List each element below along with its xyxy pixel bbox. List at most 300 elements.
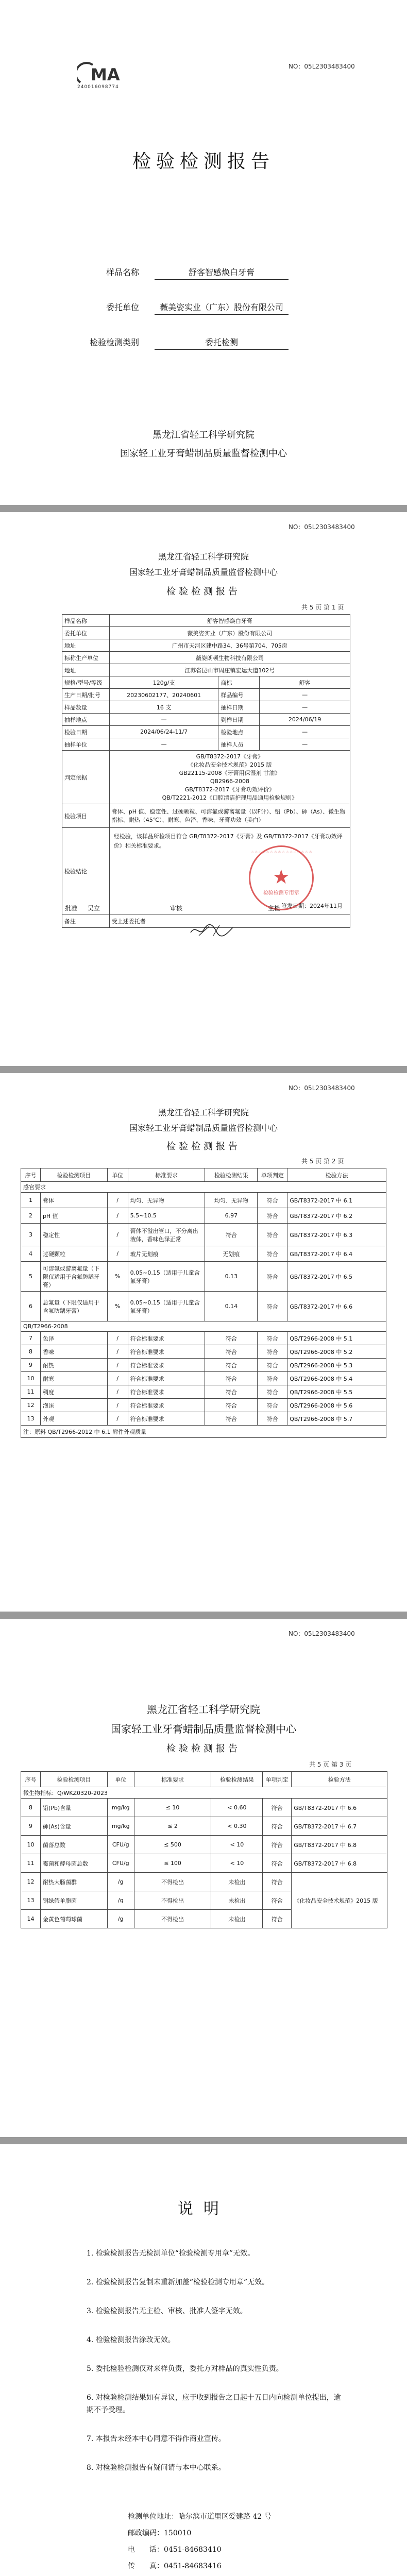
table-cell: 符合 [263, 1836, 292, 1854]
note-item: 3. 检验检测报告无主检、审核、批准人签字无效。 [87, 2307, 247, 2315]
note-item: 1. 检验检测报告无检测单位“检验检测专用章”无效。 [87, 2249, 255, 2258]
table-cell: 8 [21, 1799, 41, 1817]
table-cell: GB/T8372-2017 中 6.4 [287, 1246, 386, 1262]
table-cell: 薇美姿实业（广东）股份有限公司 [109, 627, 350, 639]
note-item: 5. 委托检验检测仅对来样负责，委托方对样品的真实性负责。 [87, 2365, 283, 2373]
cma-label: MA [91, 65, 120, 84]
table-cell: 商标 [218, 676, 260, 689]
table-cell: 薇姿朗顿生物科技有限公司 [109, 652, 350, 664]
table-cell: 受上述委托者 [109, 914, 350, 928]
table-cell: 膏体 [40, 1193, 107, 1208]
table-cell: 13 [21, 1891, 41, 1910]
table-cell: 备注 [62, 914, 110, 928]
table-row [21, 1854, 387, 1873]
table-row [21, 1426, 386, 1438]
table-cell: 13 [21, 1412, 41, 1426]
table-cell: / [107, 1208, 128, 1224]
table-cell: ≤ 2 [134, 1817, 211, 1836]
microbe-table [21, 1771, 387, 1928]
table-cell: < 10 [211, 1836, 263, 1854]
table-cell: ≤ 500 [134, 1836, 211, 1854]
table-cell: 委托单位 [62, 627, 110, 639]
table-cell: / [107, 1224, 128, 1246]
table-row [21, 1385, 386, 1399]
table-cell: 不得检出 [134, 1910, 211, 1928]
table-cell: QB/T2966-2008 中 5.1 [287, 1332, 386, 1345]
table-row [21, 1246, 386, 1262]
table-cell: 符合 [263, 1799, 292, 1817]
table-cell: 耐寒 [40, 1372, 107, 1385]
table-cell: < 0.30 [211, 1817, 263, 1836]
approver-name: 吴立 [88, 905, 100, 912]
table-cell: 符合 [205, 1359, 258, 1372]
table-cell: GB/T8372-2017 中 6.3 [287, 1224, 386, 1246]
column-header: 单位 [107, 1168, 128, 1182]
table-cell: 14 [21, 1910, 41, 1928]
table-cell: / [107, 1332, 128, 1345]
page-separator [0, 505, 407, 512]
stamp-text: 检验检测专用章 [263, 890, 299, 896]
table-header-row [21, 1772, 387, 1787]
table-cell: 不得检出 [134, 1873, 211, 1891]
table-cell: 符合标准要求 [128, 1359, 205, 1372]
table-cell: 12 [21, 1399, 41, 1412]
table-cell: 符合 [258, 1224, 287, 1246]
table-cell: 耐热大肠菌群 [40, 1873, 107, 1891]
table-cell: 均匀、无异物 [128, 1193, 205, 1208]
page-separator [0, 1066, 407, 1073]
table-cell: 耐热 [40, 1359, 107, 1372]
notes-title: 说明 [178, 2200, 229, 2218]
page-number: 共 5 页 第 1 页 [301, 604, 344, 611]
approver-label: 批准 [65, 905, 78, 912]
table-cell: 未检出 [211, 1891, 263, 1910]
header-title: 检验检测报告 [166, 1141, 241, 1152]
header-org-1: 黑龙江省轻工科学研究院 [158, 552, 249, 562]
table-cell: < 10 [211, 1854, 263, 1873]
table-cell: GB/T8372-2017 中 6.1 [287, 1193, 386, 1208]
contact-line: 电 话：0451-84683410 [128, 2546, 222, 2554]
report-serial: NO：05L2303483400 [289, 1084, 355, 1092]
table-cell: QB/T2966-2008 中 5.2 [287, 1345, 386, 1359]
table-row [21, 1345, 386, 1359]
table-row [21, 1399, 386, 1412]
column-header: 检验方法 [287, 1168, 386, 1182]
table-cell: 符合 [258, 1359, 287, 1372]
table-row [62, 652, 350, 664]
note-item: 6. 对检验检测结果如有异议，应于收到报告之日起十五日内向检测单位提出，逾期不予受理。 [87, 2394, 341, 2414]
report-page-3 [0, 1619, 407, 2137]
table-cell: 符合 [258, 1332, 287, 1345]
table-cell: 检验项目 [62, 804, 110, 828]
table-cell: 外观 [40, 1412, 107, 1426]
table-cell: 金黄色葡萄球菌 [40, 1910, 107, 1928]
cover-field-category [77, 334, 335, 349]
table-cell: 5.5~10.5 [128, 1208, 205, 1224]
table-row [62, 676, 350, 689]
page-separator [0, 1612, 407, 1619]
table-cell: / [107, 1359, 128, 1372]
table-cell: 符合 [258, 1193, 287, 1208]
table-cell: 香味 [40, 1345, 107, 1359]
table-row [62, 627, 350, 639]
table-row [21, 1262, 386, 1292]
field-label: 委托单位 [106, 302, 139, 312]
note-item: 2. 检验检测报告复制未重新加盖“检验检测专用章”无效。 [87, 2278, 269, 2286]
table-row [21, 1359, 386, 1372]
star-icon: ★ [272, 866, 290, 888]
table-cell: 符合标准要求 [128, 1412, 205, 1426]
field-value: 舒客智感焕白牙膏 [155, 266, 289, 280]
table-cell: / [107, 1193, 128, 1208]
section-row [21, 1787, 387, 1799]
table-row [21, 1292, 386, 1321]
table-row [62, 615, 350, 627]
table-cell: 0.14 [205, 1292, 258, 1321]
page-number: 共 5 页 第 3 页 [309, 1761, 352, 1768]
table-cell: QB/T2966-2008 中 5.7 [287, 1412, 386, 1426]
table-row [21, 1193, 386, 1208]
reviewer-label: 审核 [170, 905, 183, 912]
table-cell: 5 [21, 1262, 41, 1292]
table-cell: 0.13 [205, 1262, 258, 1292]
table-cell: 0.05~0.15（适用于儿童含氟牙膏） [128, 1292, 205, 1321]
table-cell: 可溶氟或游离氟量（下限仅适用于含氟防龋牙膏） [40, 1262, 107, 1292]
table-cell: 11 [21, 1854, 41, 1873]
table-cell: 16 支 [109, 701, 218, 714]
table-cell: QB/T2966-2008 中 5.3 [287, 1359, 386, 1372]
table-cell: 到样日期 [218, 714, 260, 726]
table-cell: 符合 [263, 1873, 292, 1891]
header-title: 检验检测报告 [166, 1743, 241, 1754]
table-cell: 霉菌和酵母菌总数 [40, 1854, 107, 1873]
table-cell: 样品名称 [62, 615, 110, 627]
contact-line: 邮政编码：150010 [128, 2529, 192, 2537]
report-info-table [62, 614, 350, 928]
table-cell: — [260, 689, 350, 701]
table-cell: 稳定性 [40, 1224, 107, 1246]
table-cell: 标称生产单位 [62, 652, 110, 664]
column-header: 检验检测结果 [211, 1772, 263, 1787]
field-value: 委托检测 [155, 336, 289, 350]
table-cell: 检验日期 [62, 726, 110, 738]
table-row [62, 639, 350, 652]
table-cell: 总氟量（下限仅适用于含氟防龋牙膏） [40, 1292, 107, 1321]
table-note: 注：原料 QB/T2966-2012 中 6.1 附件外观质量 [21, 1426, 386, 1438]
table-cell: 规格/型号/等级 [62, 676, 110, 689]
table-cell: /g [107, 1910, 134, 1928]
column-header: 单项判定 [258, 1168, 287, 1182]
table-row [21, 1224, 386, 1246]
table-cell: 符合 [258, 1345, 287, 1359]
table-cell: 抽样单位 [62, 738, 110, 751]
table-cell: 色泽 [40, 1332, 107, 1345]
table-cell: 符合 [263, 1854, 292, 1873]
cover-page [0, 0, 407, 505]
table-cell: CFU/g [107, 1836, 134, 1854]
table-cell: 样品编号 [218, 689, 260, 701]
table-row [21, 1412, 386, 1426]
table-cell: 地址 [62, 639, 110, 652]
cover-field-client [77, 299, 335, 314]
official-stamp [249, 845, 314, 910]
table-cell: 抽样地点 [62, 714, 110, 726]
table-cell: 6 [21, 1292, 41, 1321]
table-cell: 样品数量 [62, 701, 110, 714]
table-cell: / [107, 1412, 128, 1426]
table-cell: 12 [21, 1873, 41, 1891]
table-row [62, 664, 350, 676]
table-cell: — [109, 714, 218, 726]
note-item: 4. 检验检测报告涂改无效。 [87, 2336, 175, 2344]
table-cell: QB/T2966-2008 中 5.6 [287, 1399, 386, 1412]
section-label: QB/T2966-2008 [21, 1321, 386, 1332]
cover-title: 检验检测报告 [132, 151, 275, 172]
table-cell: 6.97 [205, 1208, 258, 1224]
table-cell: % [107, 1292, 128, 1321]
table-cell: 2024/06/24-11/7 [109, 726, 218, 738]
table-cell: 过硬颗粒 [40, 1246, 107, 1262]
table-cell: ≤ 10 [134, 1799, 211, 1817]
header-org-2: 国家轻工业牙膏蜡制品质量监督检测中心 [111, 1723, 296, 1735]
table-cell: GB/T8372-2017 中 6.7 [292, 1817, 387, 1836]
table-cell: — [260, 726, 350, 738]
column-header: 单位 [107, 1772, 134, 1787]
table-cell: 检验地点 [218, 726, 260, 738]
cover-org-2: 国家轻工业牙膏蜡制品质量监督检测中心 [120, 448, 287, 459]
table-cell: 符合 [258, 1412, 287, 1426]
table-cell: 符合 [205, 1399, 258, 1412]
table-cell: 铅(Pb)含量 [40, 1799, 107, 1817]
table-cell: / [107, 1345, 128, 1359]
table-cell: 9 [21, 1359, 41, 1372]
field-label: 样品名称 [106, 267, 139, 277]
table-cell: ≤ 100 [134, 1854, 211, 1873]
column-header: 检验检测项目 [40, 1772, 107, 1787]
table-cell: 铜绿假单胞菌 [40, 1891, 107, 1910]
sign-date: 签发日期：2024年11月 [281, 903, 343, 909]
table-cell: 舒客 [260, 676, 350, 689]
table-cell: 抽样人员 [218, 738, 260, 751]
table-cell: GB/T8372-2017 中 6.5 [287, 1262, 386, 1292]
header-title: 检验检测报告 [166, 586, 241, 597]
table-cell: 0.05~0.15（适用于儿童含氟牙膏） [128, 1262, 205, 1292]
reviewer-signature-icon [189, 920, 235, 941]
table-cell: 未检出 [211, 1910, 263, 1928]
table-cell: /g [107, 1873, 134, 1891]
table-cell: 江苏省昆山市周庄镇宏运大道102号 [109, 664, 350, 676]
table-cell: 8 [21, 1345, 41, 1359]
table-cell: 符合 [263, 1817, 292, 1836]
column-header: 序号 [21, 1168, 41, 1182]
cover-field-sample [77, 264, 335, 279]
column-header: 检验方法 [292, 1772, 387, 1787]
cover-org-1: 黑龙江省轻工科学研究院 [152, 430, 255, 440]
table-cell: 判定依据 [62, 751, 110, 804]
field-label: 检验检测类别 [89, 337, 139, 347]
table-cell: 120g/支 [109, 676, 218, 689]
table-row [62, 714, 350, 726]
column-header: 检验检测结果 [205, 1168, 258, 1182]
field-value: 薇美姿实业（广东）股份有限公司 [155, 301, 289, 315]
table-cell: 11 [21, 1385, 41, 1399]
table-cell: 符合 [258, 1385, 287, 1399]
table-row [62, 804, 350, 828]
table-cell: 符合 [258, 1399, 287, 1412]
report-page-2 [0, 1073, 407, 1612]
table-cell: 符合 [205, 1224, 258, 1246]
table-cell: 生产日期/批号 [62, 689, 110, 701]
header-org-2: 国家轻工业牙膏蜡制品质量监督检测中心 [129, 1123, 278, 1133]
table-cell: GB/T8372-2017 中 6.6 [292, 1799, 387, 1817]
section-row [21, 1182, 386, 1193]
note-item: 7. 本报告未经本中心同意不得作商业宣传。 [87, 2435, 226, 2443]
table-cell: 抽样日期 [218, 701, 260, 714]
table-row [62, 751, 350, 804]
column-header: 单项判定 [263, 1772, 292, 1787]
table-cell: QB/T2966-2008 中 5.4 [287, 1372, 386, 1385]
table-cell: GB/T8372-2017 中 6.8 [292, 1836, 387, 1854]
table-cell: 符合 [258, 1292, 287, 1321]
table-row [62, 726, 350, 738]
table-cell: 符合 [263, 1891, 292, 1910]
header-org-2: 国家轻工业牙膏蜡制品质量监督检测中心 [129, 567, 278, 577]
table-row [21, 1372, 386, 1385]
basis-item: QB/T2221-2012《口腔清洁护理用品通用检验规则》 [162, 794, 298, 801]
stamp-ring-text: ⁘⁘⁘⁘⁘⁘⁘⁘⁘⁘⁘⁘⁘⁘⁘⁘ [250, 850, 313, 855]
table-cell: 符合 [205, 1372, 258, 1385]
table-row [21, 1208, 386, 1224]
table-cell: mg/kg [107, 1817, 134, 1836]
basis-item: 《化妆品安全技术规范》2015 版 [188, 761, 272, 768]
table-cell: — [260, 738, 350, 751]
table-cell: 玻片无划痕 [128, 1246, 205, 1262]
table-cell: / [107, 1372, 128, 1385]
table-cell: 符合 [258, 1246, 287, 1262]
table-cell: 10 [21, 1372, 41, 1385]
table-row [21, 1873, 387, 1891]
table-cell: /g [107, 1891, 134, 1910]
table-cell: 膏体不溢出管口，不分离出液体，香味色泽正常 [128, 1224, 205, 1246]
table-cell: 符合标准要求 [128, 1332, 205, 1345]
cma-mark-icon [77, 62, 124, 84]
table-row [21, 1836, 387, 1854]
table-cell: 地址 [62, 664, 110, 676]
table-cell: 20230602177、20240601 [109, 689, 218, 701]
table-cell: GB/T8372-2017 中 6.2 [287, 1208, 386, 1224]
table-cell: 稠度 [40, 1385, 107, 1399]
basis-item: GB/T8372-2017《牙膏功效评价》 [184, 786, 275, 793]
table-cell: 4 [21, 1246, 41, 1262]
report-serial: NO：05L2303483400 [289, 63, 355, 70]
signature-row [62, 902, 350, 948]
table-cell: 舒客智感焕白牙膏 [109, 615, 350, 627]
header-org-1: 黑龙江省轻工科学研究院 [158, 1108, 249, 1117]
table-cell: pH 值 [40, 1208, 107, 1224]
table-cell: / [107, 1385, 128, 1399]
table-cell: 10 [21, 1836, 41, 1854]
table-cell: 均匀、无异物 [205, 1193, 258, 1208]
table-row [21, 1799, 387, 1817]
section-row [21, 1321, 386, 1332]
section-label: 感官要求 [21, 1182, 386, 1193]
basis-item: GB/T8372-2017《牙膏》 [196, 753, 264, 760]
basis-item: GB22115-2008《牙膏用保湿剂 甘油》 [179, 769, 281, 776]
table-cell: 符合 [205, 1345, 258, 1359]
table-cell: CFU/g [107, 1854, 134, 1873]
table-header-row [21, 1168, 386, 1182]
table-cell: / [107, 1246, 128, 1262]
table-cell: mg/kg [107, 1799, 134, 1817]
table-row [62, 701, 350, 714]
table-cell: GB/T8372-2017 中 6.6 [287, 1292, 386, 1321]
table-cell: 菌落总数 [40, 1836, 107, 1854]
table-cell: 检验结论 [62, 828, 110, 914]
table-cell: GB/T8372-2017 中 6.8 [292, 1854, 387, 1873]
table-row [62, 689, 350, 701]
basis-list-cell [109, 751, 350, 804]
table-cell: 不得检出 [134, 1891, 211, 1910]
table-cell: 1 [21, 1193, 41, 1208]
table-cell: 9 [21, 1817, 41, 1836]
table-cell: QB/T2966-2008 中 5.5 [287, 1385, 386, 1399]
column-header: 标准要求 [128, 1168, 205, 1182]
table-cell: — [109, 738, 218, 751]
table-cell: 泡沫 [40, 1399, 107, 1412]
table-row [62, 738, 350, 751]
table-cell: 3 [21, 1224, 41, 1246]
table-cell: 《化妆品安全技术规范》2015 版 [292, 1873, 387, 1928]
table-row [21, 1817, 387, 1836]
notes-page [0, 2144, 407, 2576]
table-cell: / [107, 1399, 128, 1412]
column-header: 标准要求 [134, 1772, 211, 1787]
contact-line: 检测单位地址：哈尔滨市道里区爱建路 42 号 [128, 2513, 272, 2521]
page-number: 共 5 页 第 2 页 [301, 1158, 344, 1165]
contact-line: 传 真：0451-84683416 [128, 2562, 222, 2570]
table-cell: 符合 [263, 1910, 292, 1928]
table-cell: 2024/06/19 [260, 714, 350, 726]
conclusion-text: 经检验，该样品所检项目符合 GB/T8372-2017《牙膏》及 GB/T8372-2017《牙膏功效评价》相关标准要求。 [113, 833, 343, 849]
table-cell: 2 [21, 1208, 41, 1224]
table-cell: 符合 [258, 1372, 287, 1385]
cma-number: 240016098774 [77, 84, 119, 90]
results-table [21, 1168, 386, 1438]
table-cell: 符合 [258, 1208, 287, 1224]
header-org-1: 黑龙江省轻工科学研究院 [147, 1703, 260, 1716]
table-cell: % [107, 1262, 128, 1292]
table-cell: 符合 [205, 1332, 258, 1345]
table-cell: 符合 [205, 1412, 258, 1426]
table-cell: 无划痕 [205, 1246, 258, 1262]
table-cell: 符合标准要求 [128, 1399, 205, 1412]
report-serial: NO：05L2303483400 [289, 523, 355, 531]
page-separator [0, 2137, 407, 2144]
table-cell: 符合 [205, 1385, 258, 1399]
table-cell: 符合标准要求 [128, 1372, 205, 1385]
table-cell: 广州市天河区建中路34、36号第704、705房 [109, 639, 350, 652]
inspector-label: 主检 [268, 905, 281, 912]
table-cell: < 0.60 [211, 1799, 263, 1817]
table-cell: 符合 [258, 1262, 287, 1292]
basis-item: QB2966-2008 [210, 777, 249, 785]
table-row [21, 1332, 386, 1345]
cma-logo [77, 62, 124, 92]
table-cell: — [260, 701, 350, 714]
section-label: 微生物指标：Q/WKZ0320-2023 [21, 1787, 387, 1799]
table-cell: 7 [21, 1332, 41, 1345]
report-page-1 [0, 512, 407, 1066]
